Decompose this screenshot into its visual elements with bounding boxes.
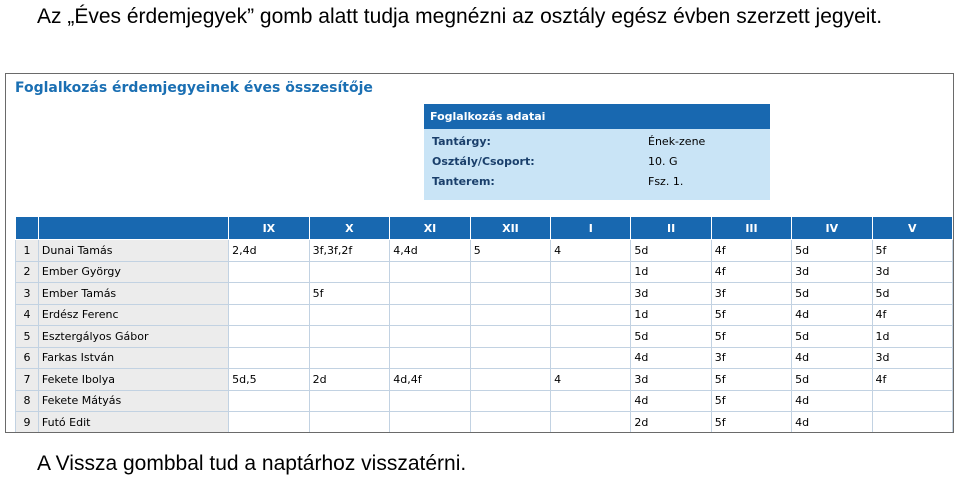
student-name: Fekete Ibolya (38, 369, 228, 391)
row-number: 2 (16, 261, 39, 283)
grade-cell: 5f (711, 326, 791, 348)
grade-cell: 4 (551, 369, 631, 391)
info-value: 10. G (648, 155, 678, 168)
student-name: Fekete Mátyás (38, 390, 228, 412)
grade-cell (309, 412, 390, 434)
grade-cell: 5d (792, 326, 872, 348)
grade-cell (872, 412, 952, 434)
caption-top: Az „Éves érdemjegyek” gomb alatt tudja megnézni az osztály egész évben szerzett jegyeit. (37, 5, 883, 28)
grade-cell: 5d (872, 283, 952, 305)
grade-cell (470, 412, 550, 434)
grade-cell: 5d (631, 240, 711, 262)
info-row-room (424, 172, 770, 192)
grade-cell: 5d (631, 326, 711, 348)
grade-cell: 3d (872, 261, 952, 283)
grade-cell: 1d (631, 261, 711, 283)
student-name: Ember György (38, 261, 228, 283)
grade-cell (309, 261, 390, 283)
grade-cell: 4f (711, 261, 791, 283)
table-row (16, 283, 953, 305)
row-number: 8 (16, 390, 39, 412)
grade-cell: 3d (631, 283, 711, 305)
table-row (16, 261, 953, 283)
grade-cell (551, 412, 631, 434)
grade-cell (470, 326, 550, 348)
grade-cell (390, 412, 471, 434)
grade-cell: 3f (711, 283, 791, 305)
grades-header-row (16, 217, 953, 240)
header-month: XII (470, 217, 550, 240)
grade-cell: 4,4d (390, 240, 471, 262)
grade-cell: 4d (631, 390, 711, 412)
header-month: III (711, 217, 791, 240)
header-month: V (872, 217, 952, 240)
table-row (16, 304, 953, 326)
grade-cell (551, 390, 631, 412)
course-info-header: Foglalkozás adatai (424, 104, 770, 129)
grade-cell: 4f (711, 240, 791, 262)
student-name: Farkas István (38, 347, 228, 369)
grade-cell: 4d (792, 304, 872, 326)
grade-cell: 5d (792, 369, 872, 391)
grade-cell: 3f,3f,2f (309, 240, 390, 262)
table-row (16, 240, 953, 262)
header-name (38, 217, 228, 240)
grade-cell: 4d (792, 347, 872, 369)
student-name: Esztergályos Gábor (38, 326, 228, 348)
grade-cell (229, 347, 309, 369)
header-month: IX (229, 217, 309, 240)
grade-cell (390, 261, 471, 283)
row-number: 5 (16, 326, 39, 348)
grade-cell: 4d (792, 390, 872, 412)
grade-cell (229, 283, 309, 305)
grade-cell: 5f (309, 283, 390, 305)
grade-cell: 4d,4f (390, 369, 471, 391)
grade-cell (551, 304, 631, 326)
grade-cell (229, 261, 309, 283)
student-name: Dunai Tamás (38, 240, 228, 262)
grade-cell: 4d (792, 412, 872, 434)
grade-cell: 5f (711, 369, 791, 391)
info-value: Fsz. 1. (648, 175, 684, 188)
grade-cell: 5d (792, 283, 872, 305)
grade-cell (390, 390, 471, 412)
grade-cell: 3d (792, 261, 872, 283)
grades-body (16, 240, 953, 434)
grade-cell (309, 390, 390, 412)
grade-cell (390, 283, 471, 305)
grade-cell: 5d (792, 240, 872, 262)
course-info-box (424, 104, 770, 200)
grade-cell (551, 283, 631, 305)
row-number: 1 (16, 240, 39, 262)
student-name: Erdész Ferenc (38, 304, 228, 326)
grade-cell: 3f (711, 347, 791, 369)
header-num (16, 217, 39, 240)
grade-cell (470, 390, 550, 412)
grade-cell (309, 304, 390, 326)
grade-cell: 4f (872, 369, 952, 391)
grade-cell: 4 (551, 240, 631, 262)
grade-cell (309, 326, 390, 348)
grade-cell (390, 326, 471, 348)
grade-cell: 5f (711, 390, 791, 412)
grade-cell (470, 283, 550, 305)
grade-cell (470, 304, 550, 326)
grade-cell: 5f (872, 240, 952, 262)
grade-cell: 5f (711, 412, 791, 434)
table-row (16, 390, 953, 412)
row-number: 3 (16, 283, 39, 305)
student-name: Ember Tamás (38, 283, 228, 305)
grade-cell (229, 412, 309, 434)
table-row (16, 412, 953, 434)
header-month: X (309, 217, 390, 240)
table-row (16, 326, 953, 348)
info-value: Ének-zene (648, 135, 706, 148)
grade-cell: 5f (711, 304, 791, 326)
grade-cell (470, 261, 550, 283)
grade-cell: 4f (872, 304, 952, 326)
grade-cell (390, 304, 471, 326)
grade-cell: 5 (470, 240, 550, 262)
grade-cell: 1d (631, 304, 711, 326)
grade-cell (229, 326, 309, 348)
grade-cell (872, 390, 952, 412)
row-number: 6 (16, 347, 39, 369)
grade-cell (229, 390, 309, 412)
annual-grades-panel (5, 73, 954, 433)
grade-cell (229, 304, 309, 326)
grade-cell (470, 347, 550, 369)
grade-cell: 3d (631, 369, 711, 391)
grades-table (15, 216, 953, 433)
table-row (16, 347, 953, 369)
info-label: Osztály/Csoport: (432, 155, 535, 168)
grade-cell (470, 369, 550, 391)
row-number: 7 (16, 369, 39, 391)
info-label: Tantárgy: (432, 135, 491, 148)
grade-cell: 1d (872, 326, 952, 348)
grade-cell: 2d (631, 412, 711, 434)
grade-cell: 5d,5 (229, 369, 309, 391)
table-row (16, 369, 953, 391)
row-number: 9 (16, 412, 39, 434)
grade-cell (551, 261, 631, 283)
header-month: II (631, 217, 711, 240)
info-row-subject (424, 132, 770, 152)
caption-bottom: A Vissza gombbal tud a naptárhoz visszatérni. (37, 452, 467, 475)
grade-cell: 2,4d (229, 240, 309, 262)
grade-cell: 2d (309, 369, 390, 391)
info-label: Tanterem: (432, 175, 495, 188)
grade-cell (551, 347, 631, 369)
grade-cell: 4d (631, 347, 711, 369)
grade-cell: 3d (872, 347, 952, 369)
header-month: I (551, 217, 631, 240)
info-row-class (424, 152, 770, 172)
row-number: 4 (16, 304, 39, 326)
header-month: XI (390, 217, 471, 240)
grade-cell (309, 347, 390, 369)
grade-cell (390, 347, 471, 369)
header-month: IV (792, 217, 872, 240)
panel-title: Foglalkozás érdemjegyeinek éves összesítője (15, 80, 373, 96)
student-name: Futó Edit (38, 412, 228, 434)
grade-cell (551, 326, 631, 348)
